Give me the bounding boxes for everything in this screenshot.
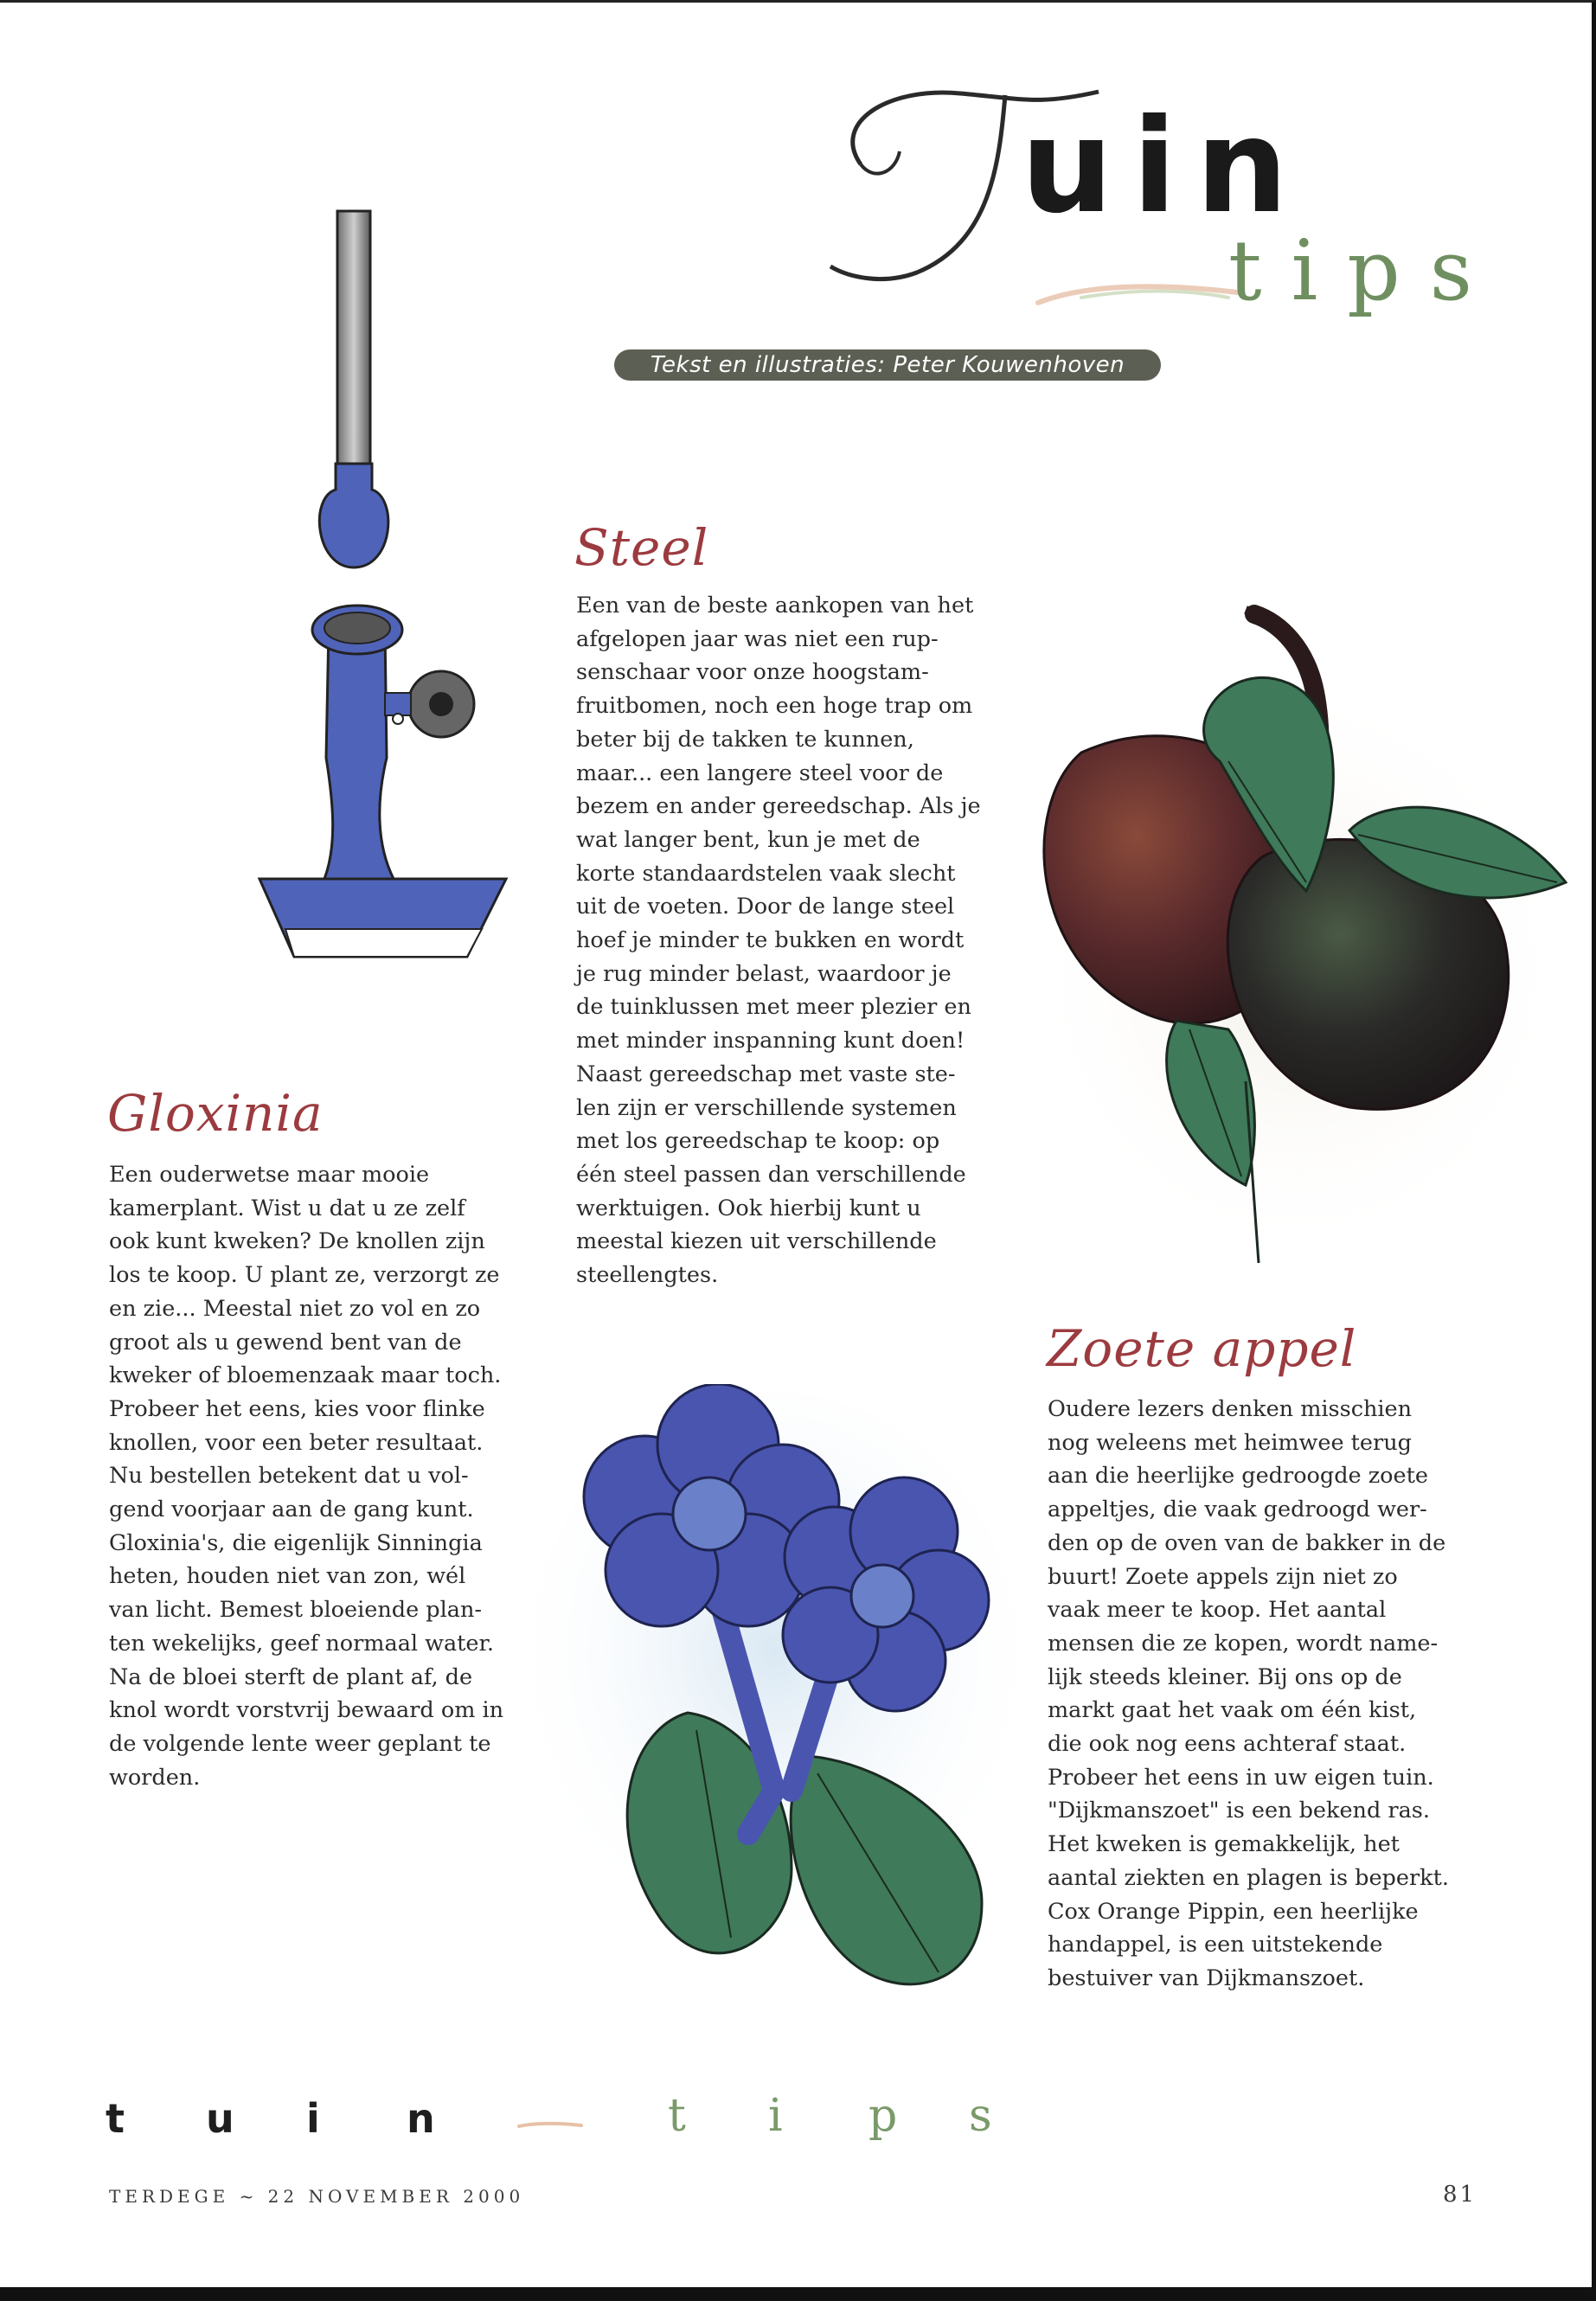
title-tips: tips bbox=[1228, 222, 1502, 319]
text-line: "Dijkmanszoet" is een bekend ras. bbox=[1048, 1798, 1430, 1824]
tool-socket bbox=[312, 606, 474, 879]
text-line: bestuiver van Dijkmanszoet. bbox=[1048, 1965, 1365, 1991]
text-line: lijk steeds kleiner. Bij ons op de bbox=[1048, 1663, 1402, 1690]
footer-letter: u bbox=[206, 2095, 234, 2142]
apple-illustration bbox=[1021, 597, 1574, 1289]
text-line: mensen die ze kopen, wordt name- bbox=[1048, 1630, 1439, 1657]
text-line: één steel passen dan verschillende bbox=[576, 1161, 966, 1188]
text-line: bezem en ander gereedschap. Als je bbox=[576, 793, 981, 820]
footer-tips bbox=[668, 2090, 1069, 2142]
gloxinia-heading: Gloxinia bbox=[107, 1084, 324, 1143]
zoete-appel-text bbox=[1048, 1393, 1449, 1996]
text-line: maar... een langere steel voor de bbox=[576, 760, 944, 786]
text-line: wat langer bent, kun je met de bbox=[576, 826, 920, 853]
text-line: gend voorjaar aan de gang kunt. bbox=[109, 1497, 474, 1523]
text-line: worden. bbox=[109, 1764, 201, 1791]
page-number: 81 bbox=[1443, 2182, 1477, 2208]
footer-letter: p bbox=[869, 2090, 898, 2142]
text-line: los te koop. U plant ze, verzorgt ze bbox=[109, 1262, 500, 1289]
text-line: Cox Orange Pippin, een heerlijke bbox=[1048, 1898, 1419, 1925]
text-line: Nu bestellen betekent dat u vol- bbox=[109, 1463, 469, 1490]
steel-heading: Steel bbox=[574, 518, 709, 577]
footer-letter: i bbox=[768, 2090, 783, 2142]
text-line: aan die heerlijke gedroogde zoete bbox=[1048, 1463, 1428, 1490]
text-line: Oudere lezers denken misschien bbox=[1048, 1396, 1413, 1422]
text-line: knollen, voor een beter resultaat. bbox=[109, 1429, 484, 1456]
text-line: met minder inspanning kunt doen! bbox=[576, 1028, 965, 1054]
footer-letter: t bbox=[668, 2090, 686, 2142]
text-line: markt gaat het vaak om één kist, bbox=[1048, 1697, 1417, 1724]
text-line: meestal kiezen uit verschillende bbox=[576, 1228, 937, 1255]
text-line: hoef je minder te bukken en wordt bbox=[576, 927, 965, 954]
text-line: buurt! Zoete appels zijn niet zo bbox=[1048, 1563, 1398, 1590]
text-line: knol wordt vorstvrij bewaard om in bbox=[109, 1697, 504, 1724]
zoete-appel-heading: Zoete appel bbox=[1047, 1319, 1357, 1378]
text-line: Naast gereedschap met vaste ste- bbox=[576, 1061, 956, 1087]
gloxinia-text bbox=[109, 1158, 503, 1794]
text-line: den op de oven van de bakker in de bbox=[1048, 1529, 1446, 1556]
tool-handle bbox=[319, 211, 388, 567]
footer-letter: i bbox=[306, 2095, 320, 2142]
text-line: heten, houden niet van zon, wél bbox=[109, 1563, 466, 1590]
text-line: kweker of bloemenzaak maar toch. bbox=[109, 1362, 502, 1389]
text-line: die ook nog eens achteraf staat. bbox=[1048, 1731, 1407, 1758]
text-line: len zijn er verschillende systemen bbox=[576, 1094, 957, 1121]
text-line: werktuigen. Ook hierbij kunt u bbox=[576, 1195, 921, 1221]
text-line: afgelopen jaar was niet een rup- bbox=[576, 625, 939, 652]
text-line: de tuinklussen met meer plezier en bbox=[576, 994, 971, 1021]
text-line: vaak meer te koop. Het aantal bbox=[1048, 1597, 1387, 1624]
text-line: beter bij de takken te kunnen, bbox=[576, 726, 914, 753]
text-line: Een van de beste aankopen van het bbox=[576, 593, 974, 619]
text-line: Probeer het eens, kies voor flinke bbox=[109, 1395, 485, 1422]
tool-brush-head bbox=[260, 879, 506, 957]
text-line: appeltjes, die vaak gedroogd wer- bbox=[1048, 1497, 1427, 1523]
text-line: Een ouderwetse maar mooie bbox=[109, 1162, 430, 1188]
text-line: handappel, is een uitstekende bbox=[1048, 1932, 1383, 1958]
text-line: van licht. Bemest bloeiende plan- bbox=[109, 1597, 482, 1624]
steel-text bbox=[576, 589, 981, 1292]
text-line: uit de voeten. Door de lange steel bbox=[576, 894, 955, 920]
text-line: senschaar voor onze hoogstam- bbox=[576, 659, 929, 686]
text-line: je rug minder belast, waardoor je bbox=[576, 960, 952, 987]
footer-letter: s bbox=[969, 2090, 992, 2142]
text-line: nog weleens met heimwee terug bbox=[1048, 1429, 1412, 1456]
text-line: aantal ziekten en plagen is beperkt. bbox=[1048, 1864, 1449, 1891]
footer-letter: n bbox=[407, 2095, 435, 2142]
footer-tuin bbox=[106, 2095, 507, 2142]
text-line: de volgende lente weer geplant te bbox=[109, 1730, 491, 1757]
text-line: fruitbomen, noch een hoge trap om bbox=[576, 693, 973, 720]
footer-swash bbox=[517, 2121, 583, 2130]
text-line: Probeer het eens in uw eigen tuin. bbox=[1048, 1764, 1434, 1791]
text-line: ten wekelijks, geef normaal water. bbox=[109, 1630, 495, 1657]
text-line: ook kunt kweken? De knollen zijn bbox=[109, 1228, 485, 1255]
text-line: met los gereedschap te koop: op bbox=[576, 1128, 940, 1155]
issue-line: TERDEGE ~ 22 NOVEMBER 2000 bbox=[109, 2186, 525, 2207]
text-line: korte standaardstelen vaak slecht bbox=[576, 860, 956, 887]
title-swash bbox=[1029, 277, 1246, 311]
title-uin: uin bbox=[1021, 92, 1307, 242]
text-line: steellengtes. bbox=[576, 1262, 719, 1289]
text-line: en zie... Meestal niet zo vol en zo bbox=[109, 1295, 481, 1322]
text-line: Gloxinia's, die eigenlijk Sinningia bbox=[109, 1529, 483, 1556]
gloxinia-illustration bbox=[532, 1384, 1016, 2024]
text-line: kamerplant. Wist u dat u ze zelf bbox=[109, 1195, 465, 1221]
footer-letter: t bbox=[106, 2095, 125, 2142]
text-line: groot als u gewend bent van de bbox=[109, 1329, 462, 1356]
text-line: Na de bloei sterft de plant af, de bbox=[109, 1663, 473, 1690]
tool-illustration bbox=[247, 204, 523, 965]
credit-banner: Tekst en illustraties: Peter Kouwenhoven bbox=[614, 349, 1161, 381]
text-line: Het kweken is gemakkelijk, het bbox=[1048, 1831, 1400, 1858]
